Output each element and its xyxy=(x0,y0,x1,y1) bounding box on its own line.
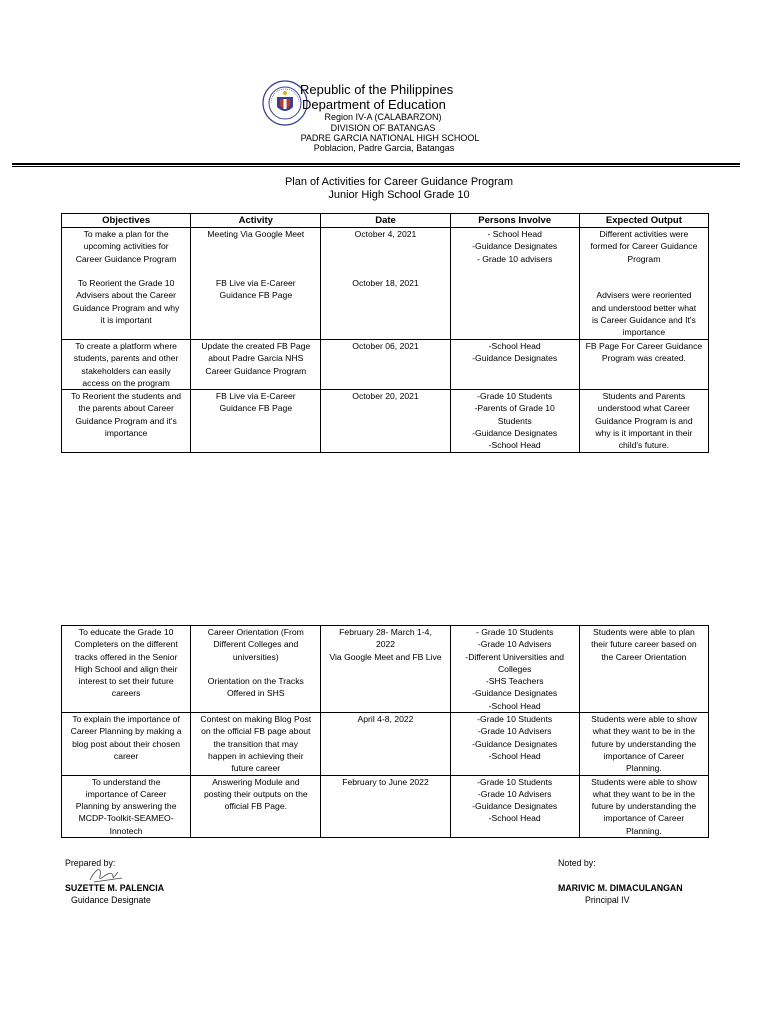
output-cell: Students were able to show what they want to be in the future by understanding the importance of Career Planning. xyxy=(579,713,708,775)
date-cell: February 28- March 1-4, 2022 Via Google Meet and FB Live xyxy=(321,626,450,713)
activity-cell: Update the created FB Page about Padre Garcia NHS Career Guidance Program xyxy=(191,340,321,390)
noted-by-label: Noted by: xyxy=(558,858,596,868)
noted-by-name: MARIVIC M. DIMACULANGAN xyxy=(558,883,683,893)
header-divider-thin xyxy=(12,166,740,167)
activity-cell: Answering Module and posting their outputs on the official FB Page. xyxy=(191,775,321,837)
output-cell: Students were able to show what they want to be in the future by understanding the importance of Career Planning. xyxy=(579,775,708,837)
column-header-persons: Persons Involve xyxy=(450,214,579,228)
school-address: Poblacion, Padre Garcia, Batangas xyxy=(313,143,455,153)
activity-cell: FB Live via E-Career Guidance FB Page xyxy=(191,390,321,452)
activities-table-page2 xyxy=(61,625,709,838)
activity-cell: Contest on making Blog Post on the official FB page about the transition that may happen in achieving their future career xyxy=(191,713,321,775)
table-row xyxy=(62,390,709,452)
prepared-by-label: Prepared by: xyxy=(65,858,116,868)
column-header-objectives: Objectives xyxy=(62,214,191,228)
persons-cell: -School Head -Guidance Designates xyxy=(450,340,579,390)
date-cell: October 06, 2021 xyxy=(321,340,450,390)
objective-cell: To Reorient the students and the parents about Career Guidance Program and it's importance xyxy=(62,390,191,452)
output-cell: FB Page For Career Guidance Program was created. xyxy=(579,340,708,390)
activity-cell: Career Orientation (From Different Colleges and universities) Orientation on the Tracks Offered in SHS xyxy=(191,626,321,713)
column-header-output: Expected Output xyxy=(579,214,708,228)
persons-cell: -Grade 10 Students -Grade 10 Advisers -Guidance Designates -School Head xyxy=(450,775,579,837)
objective-cell: To understand the importance of Career Planning by answering the MCDP-Toolkit-SEAMEO- Innotech xyxy=(62,775,191,837)
header-divider xyxy=(12,163,740,165)
persons-cell: - Grade 10 Students -Grade 10 Advisers -Different Universities and Colleges -SHS Teachers -Guidance Designates -School Head xyxy=(450,626,579,713)
output-cell: Different activities were formed for Career Guidance Program Advisers were reoriented and understood better what is Career Guidance and It's importance xyxy=(579,228,708,340)
persons-cell: -Grade 10 Students -Grade 10 Advisers -Guidance Designates -School Head xyxy=(450,713,579,775)
activity-cell: Meeting Via Google Meet FB Live via E-Career Guidance FB Page xyxy=(191,228,321,340)
table-row xyxy=(62,713,709,775)
objective-cell: To explain the importance of Career Planning by making a blog post about their chosen career xyxy=(62,713,191,775)
prepared-by-name: SUZETTE M. PALENCIA xyxy=(65,883,165,893)
activities-table-page1 xyxy=(61,213,709,453)
objective-cell: To create a platform where students, parents and other stakeholders can easily access on the program xyxy=(62,340,191,390)
prepared-by-title: Guidance Designate xyxy=(71,895,151,905)
document-subtitle: Junior High School Grade 10 xyxy=(328,189,470,201)
department-heading: Department of Education xyxy=(302,97,446,112)
date-cell: April 4-8, 2022 xyxy=(321,713,450,775)
objective-cell: To educate the Grade 10 Completers on the different tracks offered in the Senior High School and align their interest to set their future careers xyxy=(62,626,191,713)
table-row xyxy=(62,775,709,837)
column-header-activity: Activity xyxy=(191,214,321,228)
table-header-row xyxy=(62,214,709,228)
objective-cell: To make a plan for the upcoming activities for Career Guidance Program To Reorient the Grade 10 Advisers about the Career Guidance Program and why it is important xyxy=(62,228,191,340)
persons-cell: - School Head -Guidance Designates - Grade 10 advisers xyxy=(450,228,579,340)
table-row xyxy=(62,228,709,340)
division-line: DIVISION OF BATANGAS xyxy=(330,123,436,133)
column-header-date: Date xyxy=(321,214,450,228)
school-name: PADRE GARCIA NATIONAL HIGH SCHOOL xyxy=(300,133,480,143)
output-cell: Students were able to plan their future career based on the Career Orientation xyxy=(579,626,708,713)
date-cell: October 20, 2021 xyxy=(321,390,450,452)
output-cell: Students and Parents understood what Career Guidance Program is and why is it important in their child's future. xyxy=(579,390,708,452)
document-title: Plan of Activities for Career Guidance Program xyxy=(284,176,514,188)
table-row xyxy=(62,626,709,713)
date-cell: October 4, 2021 October 18, 2021 xyxy=(321,228,450,340)
table-row xyxy=(62,340,709,390)
republic-heading: Republic of the Philippines xyxy=(300,82,454,97)
persons-cell: -Grade 10 Students -Parents of Grade 10 Students -Guidance Designates -School Head xyxy=(450,390,579,452)
letterhead xyxy=(0,80,768,160)
noted-by-title: Principal IV xyxy=(585,895,630,905)
date-cell: February to June 2022 xyxy=(321,775,450,837)
region-line: Region IV-A (CALABARZON) xyxy=(324,112,442,122)
